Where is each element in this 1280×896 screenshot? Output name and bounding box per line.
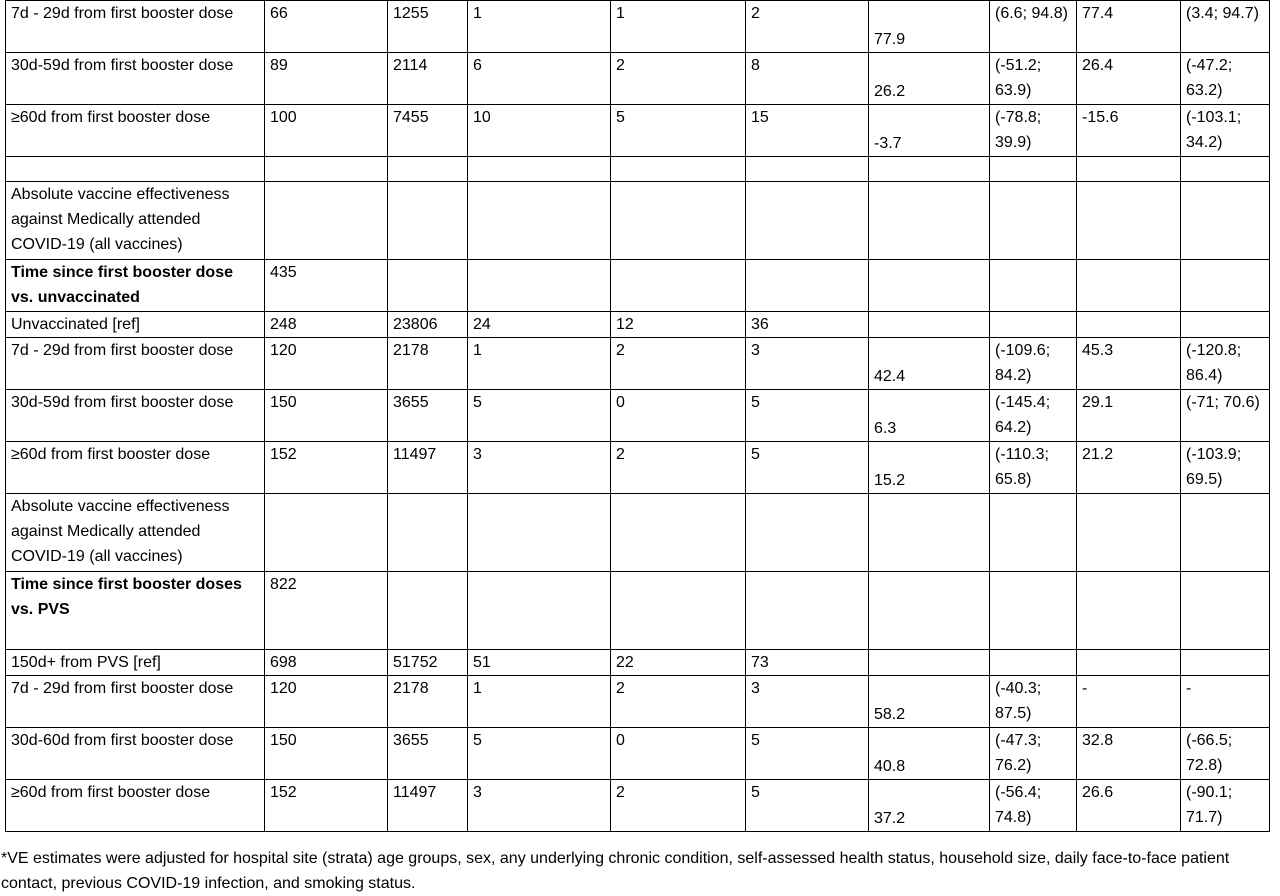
table-cell-ve-adj-col: 26.6 [1077,780,1181,832]
table-cell-ve-col [869,182,990,260]
table-row [6,780,1270,832]
table-cell-n-col-2: 150 [265,728,388,780]
table-cell-n-col-6 [746,572,869,650]
table-cell-ve-adj-col: 32.8 [1077,728,1181,780]
table-row [6,53,1270,105]
table-cell-n-col-6 [746,260,869,312]
table-cell-ve-col: 42.4 [869,338,990,390]
table-cell-n-col-2 [265,182,388,260]
table-cell-n-col-5 [611,494,746,572]
table-cell-n-col-5: 12 [611,312,746,338]
table-cell-ve-col [869,312,990,338]
table-cell-n-col-5 [611,182,746,260]
table-cell-n-col-6: 3 [746,338,869,390]
table-cell-n-col-4: 1 [468,338,611,390]
table-row [6,442,1270,494]
table-cell-n-col-3 [388,157,468,182]
table-row [6,728,1270,780]
table-cell-n-col-5: 5 [611,105,746,157]
table-cell-label: 30d-59d from first booster dose [6,53,265,105]
table-cell-ve-adj-col [1077,572,1181,650]
table-cell-n-col-3: 3655 [388,728,468,780]
table-cell-n-col-4 [468,572,611,650]
table-cell-n-col-6: 5 [746,728,869,780]
table-cell-n-col-5 [611,157,746,182]
table-cell-label: Absolute vaccine effectiveness against Medically attended COVID-19 (all vaccines) [6,494,265,572]
table-cell-label: ≥60d from first booster dose [6,780,265,832]
table-row [6,157,1270,182]
table-cell-n-col-6: 8 [746,53,869,105]
table-cell-ci-col: (-78.8; 39.9) [990,105,1077,157]
table-row [6,390,1270,442]
table-cell-n-col-3: 2114 [388,53,468,105]
table-cell-ve-col [869,572,990,650]
table-cell-n-col-3: 23806 [388,312,468,338]
table-cell-ve-adj-col: -15.6 [1077,105,1181,157]
table-cell-n-col-4 [468,182,611,260]
table-cell-ve-col: 77.9 [869,1,990,53]
table-cell-ci-adj-col [1181,157,1270,182]
table-cell-label: Absolute vaccine effectiveness against Medically attended COVID-19 (all vaccines) [6,182,265,260]
table-cell-label: 30d-60d from first booster dose [6,728,265,780]
table-cell-n-col-4: 6 [468,53,611,105]
table-cell-ci-col [990,157,1077,182]
table-cell-ve-adj-col [1077,260,1181,312]
table-row [6,260,1270,312]
table-cell-ve-col: 40.8 [869,728,990,780]
table-cell-n-col-2: 89 [265,53,388,105]
table-cell-n-col-2: 698 [265,650,388,676]
table-cell-ve-adj-col: 45.3 [1077,338,1181,390]
table-cell-ci-adj-col: (-90.1; 71.7) [1181,780,1270,832]
table-cell-n-col-2: 435 [265,260,388,312]
table-cell-n-col-3 [388,572,468,650]
table-cell-ci-col: (-51.2; 63.9) [990,53,1077,105]
table-cell-ve-adj-col [1077,157,1181,182]
table-cell-ci-adj-col: (-103.9; 69.5) [1181,442,1270,494]
table-cell-n-col-5: 2 [611,780,746,832]
table-cell-n-col-4: 24 [468,312,611,338]
table-cell-n-col-2: 152 [265,442,388,494]
table-row [6,572,1270,650]
table-cell-n-col-6: 5 [746,780,869,832]
table-cell-ci-adj-col [1181,494,1270,572]
table-cell-n-col-2: 66 [265,1,388,53]
table-cell-n-col-2: 100 [265,105,388,157]
table-cell-n-col-3 [388,494,468,572]
table-cell-ve-col [869,157,990,182]
table-cell-ve-adj-col: - [1077,676,1181,728]
table-cell-ci-adj-col: (-47.2; 63.2) [1181,53,1270,105]
table-cell-ci-adj-col: (3.4; 94.7) [1181,1,1270,53]
table-cell-n-col-5: 2 [611,442,746,494]
table-cell-label: 30d-59d from first booster dose [6,390,265,442]
table-cell-n-col-6 [746,157,869,182]
table-cell-n-col-2: 152 [265,780,388,832]
table-cell-ci-col [990,494,1077,572]
table-cell-n-col-2 [265,494,388,572]
table-cell-ci-col: (-56.4; 74.8) [990,780,1077,832]
table-row [6,312,1270,338]
table-cell-ci-col: (6.6; 94.8) [990,1,1077,53]
table-cell-n-col-5: 2 [611,676,746,728]
table-cell-n-col-4: 1 [468,1,611,53]
table-cell-ci-col [990,650,1077,676]
table-cell-n-col-2: 120 [265,338,388,390]
table-cell-ci-adj-col: - [1181,676,1270,728]
table-cell-n-col-4 [468,260,611,312]
table-cell-n-col-3: 2178 [388,676,468,728]
table-cell-n-col-6: 5 [746,442,869,494]
table-cell-ve-col: -3.7 [869,105,990,157]
table-cell-ve-adj-col: 21.2 [1077,442,1181,494]
table-cell-n-col-3: 51752 [388,650,468,676]
table-row [6,105,1270,157]
table-cell-n-col-2: 248 [265,312,388,338]
table-cell-n-col-5 [611,572,746,650]
table-cell-n-col-5: 0 [611,390,746,442]
table-cell-n-col-4 [468,157,611,182]
table-cell-n-col-5: 1 [611,1,746,53]
table-cell-n-col-6: 36 [746,312,869,338]
table-cell-n-col-6 [746,182,869,260]
table-cell-n-col-6: 73 [746,650,869,676]
table-row [6,650,1270,676]
footnote: *VE estimates were adjusted for hospital site (strata) age groups, sex, any underlying chronic condition, self-assessed health status, household size, daily face-to-face patient contact, previous COVID-19 infection, and smoking status. [1,850,1230,892]
table-cell-ci-col [990,260,1077,312]
table-cell-label: 7d - 29d from first booster dose [6,1,265,53]
table-cell-n-col-2: 150 [265,390,388,442]
table-cell-n-col-5: 0 [611,728,746,780]
table-cell-ci-col: (-110.3; 65.8) [990,442,1077,494]
table-cell-n-col-6: 3 [746,676,869,728]
table-cell-ci-adj-col [1181,312,1270,338]
table-cell-ve-adj-col [1077,494,1181,572]
table-cell-label: 150d+ from PVS [ref] [6,650,265,676]
table-cell-label: ≥60d from first booster dose [6,105,265,157]
table-row [6,1,1270,53]
table-cell-ci-adj-col [1181,572,1270,650]
table-cell-n-col-4: 1 [468,676,611,728]
table-cell-label: ≥60d from first booster dose [6,442,265,494]
table-cell-ve-adj-col [1077,312,1181,338]
table-cell-ci-col: (-47.3; 76.2) [990,728,1077,780]
table-cell-label: Unvaccinated [ref] [6,312,265,338]
table-cell-n-col-6 [746,494,869,572]
table-cell-ci-adj-col [1181,260,1270,312]
table-row [6,338,1270,390]
table-cell-n-col-4 [468,494,611,572]
table-row [6,182,1270,260]
table-cell-ve-col: 37.2 [869,780,990,832]
table-cell-label [6,157,265,182]
table-cell-n-col-3: 11497 [388,780,468,832]
table-cell-label: 7d - 29d from first booster dose [6,676,265,728]
table-cell-n-col-3: 3655 [388,390,468,442]
table-cell-label: Time since first booster doses vs. PVS [6,572,265,650]
table-cell-n-col-6: 2 [746,1,869,53]
table-cell-n-col-4: 5 [468,728,611,780]
table-cell-ve-col: 6.3 [869,390,990,442]
table-cell-ci-col [990,182,1077,260]
table-cell-n-col-4: 3 [468,442,611,494]
table-cell-ve-col: 26.2 [869,53,990,105]
table-cell-ve-adj-col: 26.4 [1077,53,1181,105]
table-cell-n-col-5: 22 [611,650,746,676]
table-cell-ci-adj-col: (-71; 70.6) [1181,390,1270,442]
table-body [6,1,1270,832]
ve-table [5,0,1270,832]
table-cell-ci-adj-col [1181,650,1270,676]
table-cell-ci-adj-col [1181,182,1270,260]
table-cell-n-col-4: 5 [468,390,611,442]
table-cell-ve-col [869,260,990,312]
table-cell-n-col-3: 7455 [388,105,468,157]
table-cell-n-col-2: 120 [265,676,388,728]
table-cell-ve-adj-col [1077,650,1181,676]
table-cell-n-col-3 [388,182,468,260]
table-cell-label: 7d - 29d from first booster dose [6,338,265,390]
table-cell-ve-adj-col [1077,182,1181,260]
table-cell-n-col-5: 2 [611,338,746,390]
table-cell-ci-col: (-145.4; 64.2) [990,390,1077,442]
table-cell-ve-col: 15.2 [869,442,990,494]
table-cell-n-col-5: 2 [611,53,746,105]
table-cell-ve-adj-col: 29.1 [1077,390,1181,442]
table-cell-n-col-4: 3 [468,780,611,832]
table-cell-n-col-5 [611,260,746,312]
table-cell-ve-col: 58.2 [869,676,990,728]
table-cell-n-col-6: 15 [746,105,869,157]
table-cell-label: Time since first booster dose vs. unvaccinated [6,260,265,312]
table-cell-n-col-3: 2178 [388,338,468,390]
table-cell-n-col-4: 51 [468,650,611,676]
table-cell-n-col-3: 1255 [388,1,468,53]
table-cell-n-col-2 [265,157,388,182]
table-cell-ci-adj-col: (-103.1; 34.2) [1181,105,1270,157]
table-cell-ci-col: (-109.6; 84.2) [990,338,1077,390]
table-cell-ve-col [869,494,990,572]
table-cell-ci-col [990,572,1077,650]
table-cell-n-col-2: 822 [265,572,388,650]
table-cell-n-col-3 [388,260,468,312]
table-cell-n-col-6: 5 [746,390,869,442]
table-cell-n-col-3: 11497 [388,442,468,494]
table-row [6,494,1270,572]
table-cell-ci-adj-col: (-120.8; 86.4) [1181,338,1270,390]
table-row [6,676,1270,728]
table-cell-ci-adj-col: (-66.5; 72.8) [1181,728,1270,780]
table-cell-ci-col [990,312,1077,338]
table-cell-ve-adj-col: 77.4 [1077,1,1181,53]
table-cell-n-col-4: 10 [468,105,611,157]
table-cell-ci-col: (-40.3; 87.5) [990,676,1077,728]
table-cell-ve-col [869,650,990,676]
